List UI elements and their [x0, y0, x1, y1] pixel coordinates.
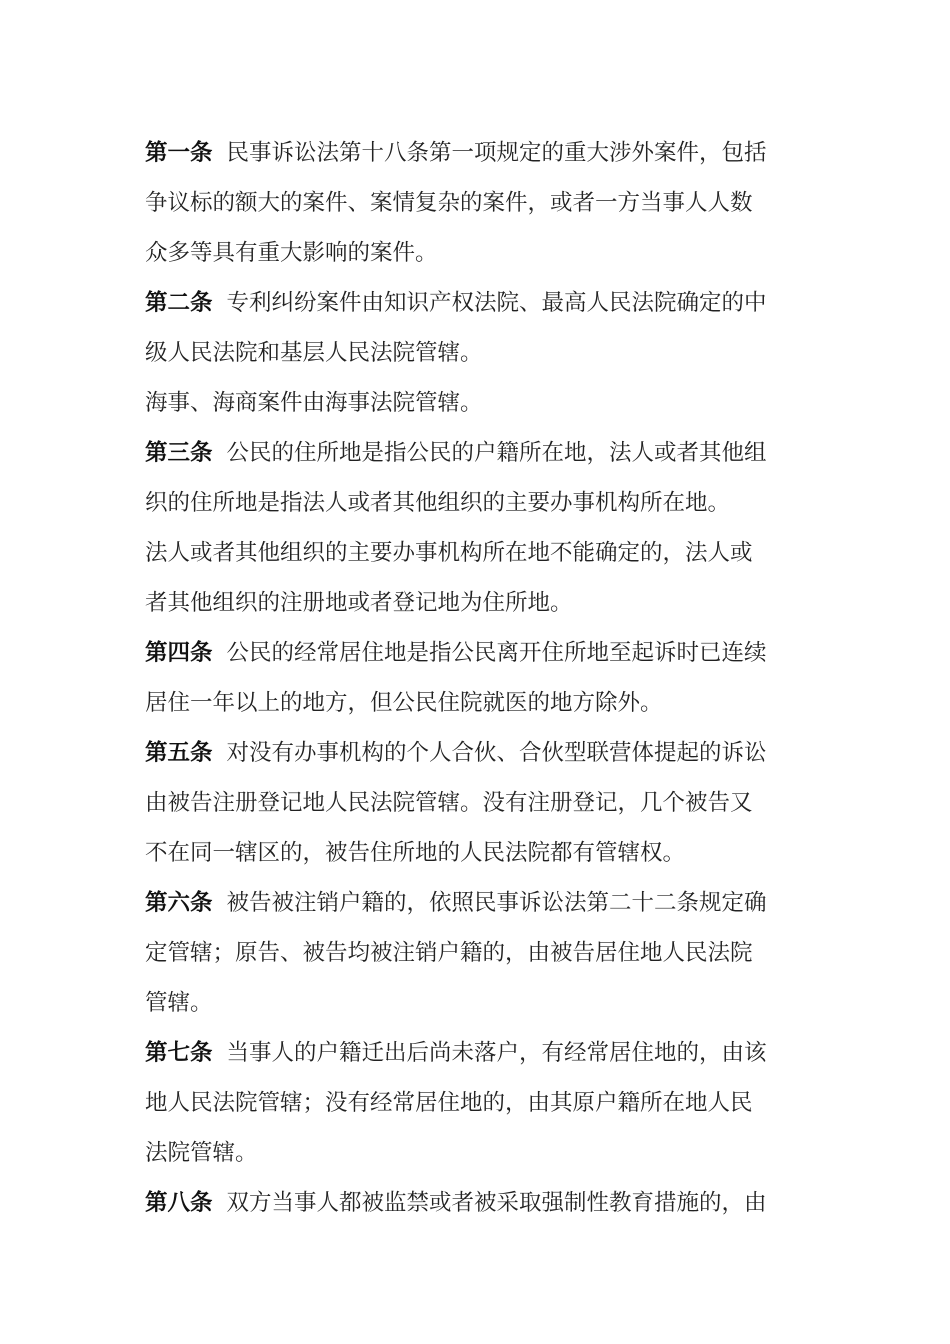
- text-line: [145, 628, 810, 678]
- text-line: [145, 128, 810, 178]
- text-line: [145, 178, 810, 228]
- article-label: 第四条: [145, 640, 213, 666]
- text-line: [145, 478, 810, 528]
- article-text: 公民的住所地是指公民的户籍所在地，法人或者其他组: [226, 440, 767, 466]
- article-text: 法院管辖。: [145, 1140, 258, 1166]
- text-line: [145, 878, 810, 928]
- article-label: 第七条: [145, 1040, 213, 1066]
- article-text: 被告被注销户籍的，依照民事诉讼法第二十二条规定确: [226, 890, 767, 916]
- paragraph-text: 法人或者其他组织的主要办事机构所在地不能确定的，法人或: [145, 540, 753, 566]
- article-text: 定管辖；原告、被告均被注销户籍的，由被告居住地人民法院: [145, 940, 753, 966]
- article-text: 织的住所地是指法人或者其他组织的主要办事机构所在地。: [145, 490, 731, 516]
- article-text: 管辖。: [145, 990, 213, 1016]
- text-line: [145, 528, 810, 578]
- article-text: 双方当事人都被监禁或者被采取强制性教育措施的，由: [226, 1190, 767, 1216]
- article-label: 第六条: [145, 890, 213, 916]
- document-body: [145, 128, 810, 1228]
- article-text: 居住一年以上的地方，但公民住院就医的地方除外。: [145, 690, 663, 716]
- text-line: [145, 728, 810, 778]
- text-line: [145, 1028, 810, 1078]
- article-text: 民事诉讼法第十八条第一项规定的重大涉外案件，包括: [226, 140, 767, 166]
- text-line: [145, 1128, 810, 1178]
- text-line: [145, 428, 810, 478]
- article-text: 对没有办事机构的个人合伙、合伙型联营体提起的诉讼: [226, 740, 767, 766]
- article-text: 不在同一辖区的，被告住所地的人民法院都有管辖权。: [145, 840, 686, 866]
- text-line: [145, 578, 810, 628]
- paragraph-text: 者其他组织的注册地或者登记地为住所地。: [145, 590, 573, 616]
- text-line: [145, 1078, 810, 1128]
- paragraph-text: 海事、海商案件由海事法院管辖。: [145, 390, 483, 416]
- article-label: 第五条: [145, 740, 213, 766]
- article-text: 当事人的户籍迁出后尚未落户，有经常居住地的，由该: [226, 1040, 767, 1066]
- article-label: 第二条: [145, 290, 213, 316]
- text-line: [145, 928, 810, 978]
- text-line: [145, 228, 810, 278]
- text-line: [145, 278, 810, 328]
- text-line: [145, 678, 810, 728]
- text-line: [145, 1178, 810, 1228]
- text-line: [145, 378, 810, 428]
- text-line: [145, 328, 810, 378]
- article-text: 专利纠纷案件由知识产权法院、最高人民法院确定的中: [226, 290, 767, 316]
- text-line: [145, 978, 810, 1028]
- article-text: 级人民法院和基层人民法院管辖。: [145, 340, 483, 366]
- article-text: 地人民法院管辖；没有经常居住地的，由其原户籍所在地人民: [145, 1090, 753, 1116]
- article-text: 公民的经常居住地是指公民离开住所地至起诉时已连续: [226, 640, 767, 666]
- article-label: 第八条: [145, 1190, 213, 1216]
- text-line: [145, 778, 810, 828]
- article-text: 争议标的额大的案件、案情复杂的案件，或者一方当事人人数: [145, 190, 753, 216]
- article-text: 由被告注册登记地人民法院管辖。没有注册登记，几个被告又: [145, 790, 753, 816]
- article-label: 第三条: [145, 440, 213, 466]
- article-text: 众多等具有重大影响的案件。: [145, 240, 438, 266]
- article-label: 第一条: [145, 140, 213, 166]
- text-line: [145, 828, 810, 878]
